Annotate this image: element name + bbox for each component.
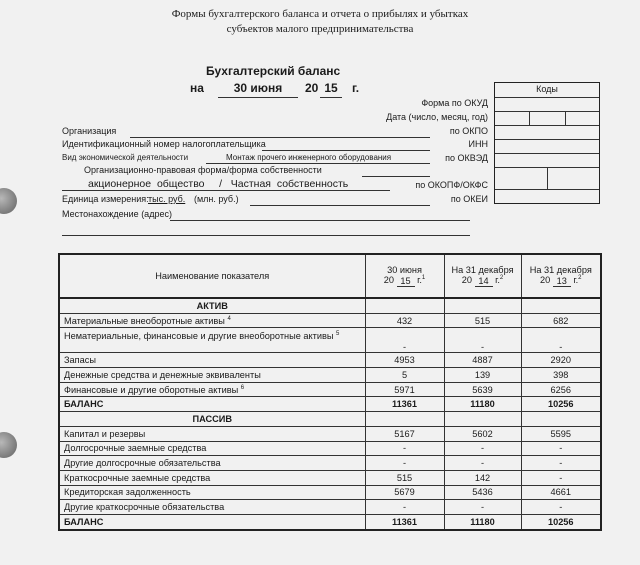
codes-date-label: Дата (число, месяц, год) xyxy=(386,112,488,122)
table-row: Финансовые и другие оборотные активы $^6$ 5971 5639 6256 xyxy=(59,382,601,397)
okei-label: по ОКЕИ xyxy=(450,194,488,204)
table-row: Другие краткосрочные обязательства - - - xyxy=(59,500,601,515)
col-header-1: 30 июня 20 15 г.$^1$ xyxy=(365,254,444,298)
okpo-label: по ОКПО xyxy=(449,126,488,136)
activity-label: Вид экономической деятельности xyxy=(62,153,189,162)
location-label: Местонахождение (адрес) xyxy=(62,209,172,219)
legal-form-value: акционерное общество / Частная собственность xyxy=(88,178,349,190)
col-header-3: На 31 декабря 20 13 г.$^2$ xyxy=(521,254,601,298)
activity-value: Монтаж прочего инженерного оборудования xyxy=(226,153,392,162)
table-header-row xyxy=(59,254,601,298)
table-row: Долгосрочные заемные средства - - - xyxy=(59,441,601,456)
title-year-suffix: г. xyxy=(352,81,360,95)
binder-hole-top xyxy=(0,188,17,214)
section-assets-row xyxy=(59,298,601,313)
legal-form-label: Организационно-правовая форма/форма собственности xyxy=(84,165,322,175)
title-date: 30 июня xyxy=(233,81,283,95)
page-title: Бухгалтерский баланс xyxy=(206,64,341,78)
balance-table xyxy=(58,253,602,531)
unit-value: тыс. руб. xyxy=(148,194,186,204)
section-liabilities-title: ПАССИВ xyxy=(59,412,365,427)
section-assets-title: АКТИВ xyxy=(59,298,365,313)
table-row: Нематериальные, финансовые и другие внеоборотные активы $^5$ - - - xyxy=(59,328,601,353)
inn-label: Идентификационный номер налогоплательщика xyxy=(62,139,266,149)
header-line-2: субъектов малого предпринимательства xyxy=(226,23,414,35)
unit-alt: (млн. руб.) xyxy=(194,194,239,204)
table-row: Материальные внеоборотные активы $^4$ 432 515 682 xyxy=(59,313,601,328)
table-row: Краткосрочные заемные средства 515 142 - xyxy=(59,470,601,485)
assets-total-row: БАЛАНС 11361 11180 10256 xyxy=(59,397,601,412)
table-row: Кредиторская задолженность 5679 5436 4661 xyxy=(59,485,601,500)
org-label: Организация xyxy=(62,126,117,136)
inn-code-label: ИНН xyxy=(468,139,488,149)
liabilities-total-row: БАЛАНС 11361 11180 10256 xyxy=(59,514,601,529)
codes-title: Коды xyxy=(536,84,558,94)
okved-label: по ОКВЭД xyxy=(445,153,488,163)
header-line-1: Формы бухгалтерского баланса и отчета о прибылях и убытках xyxy=(171,8,469,20)
table-row: Капитал и резервы 5167 5602 5595 xyxy=(59,426,601,441)
title-year: 15 xyxy=(324,81,338,95)
codes-okud-label: Форма по ОКУД xyxy=(421,98,488,108)
col-header-name: Наименование показателя xyxy=(59,254,365,298)
binder-hole-bottom xyxy=(0,432,17,458)
table-row: Другие долгосрочные обязательства - - - xyxy=(59,456,601,471)
codes-box xyxy=(494,82,600,204)
table-row: Денежные средства и денежные эквиваленты 5 139 398 xyxy=(59,368,601,383)
col-header-2: На 31 декабря 20 14 г.$^2$ xyxy=(444,254,521,298)
title-year-prefix: 20 xyxy=(305,81,319,95)
section-liabilities-row xyxy=(59,412,601,427)
title-on: на xyxy=(190,81,204,95)
unit-label: Единица измерения: xyxy=(62,194,149,204)
okopf-label: по ОКОПФ/ОКФС xyxy=(415,180,488,190)
table-row: Запасы 4953 4887 2920 xyxy=(59,353,601,368)
